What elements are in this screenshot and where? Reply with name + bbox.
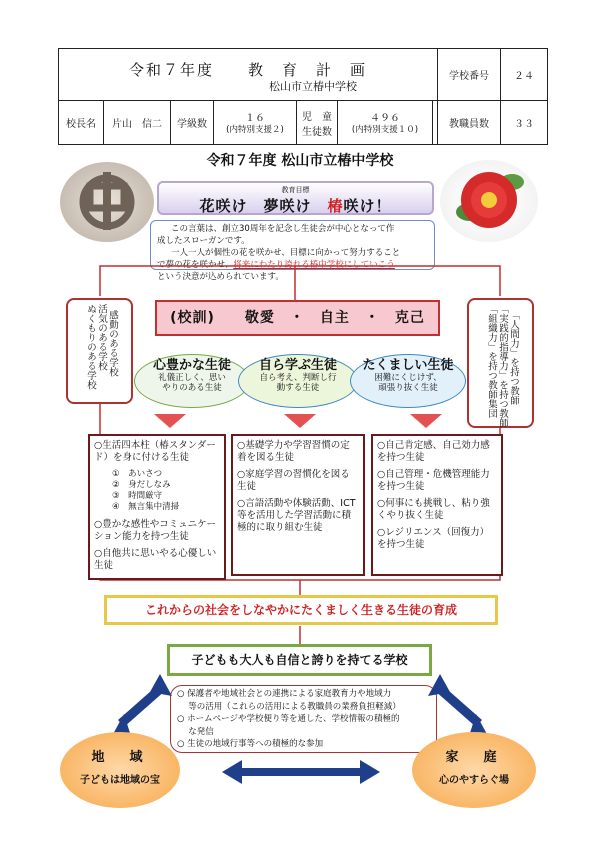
student-type-desc: 困難にくじけず、 bbox=[374, 373, 442, 383]
col1-sub: ③ 時間厳守 bbox=[112, 491, 163, 501]
slogan-line4b: 将来にわたり誇れる椿中学校にしていこう bbox=[233, 260, 395, 270]
goal-part1: 花咲け 夢咲け bbox=[199, 197, 328, 215]
student-type-desc: 礼儀正しく、思い bbox=[158, 373, 226, 383]
community-line2: 等の活用（これらの活用による教職員の業務負担軽減） bbox=[177, 701, 401, 712]
katei-title: 家 庭 bbox=[445, 750, 503, 765]
slogan-line5: という決意が込められています。 bbox=[157, 272, 284, 282]
col3-item4: ○レジリエンス（回復力）を持つ生徒 bbox=[377, 527, 490, 550]
col2-item1: ○基礎学力や学習習慣の定着を図る生徒 bbox=[237, 440, 350, 463]
school-name: 松山市立椿中学校 bbox=[269, 80, 357, 93]
right-side-text: 「人間力」を持つ教師 「実践的指導力」を持つ教師 「組織力」を持つ教師集団 bbox=[486, 304, 519, 428]
students-value: ４９６ bbox=[369, 113, 400, 124]
col1-item3: ○自他共に思いやる心優しい生徒 bbox=[94, 548, 217, 571]
principal-label: 校長名 bbox=[59, 101, 104, 145]
left-side-text: 感動のある学校 活気のある学校 ぬくもりのある学校 bbox=[85, 304, 118, 390]
growth-goal-band: これからの社会をしなやかにたくましく生きる生徒の育成 bbox=[104, 595, 498, 625]
staff-value: ３３ bbox=[501, 101, 548, 145]
slogan-line2: 成したスローガンです。 bbox=[157, 236, 250, 246]
school-vision-band: 子どもも大人も自信と誇りを持てる学校 bbox=[167, 644, 432, 676]
katei-sub: 心のやすらぐ場 bbox=[439, 775, 509, 786]
goal-part3: 咲け！ bbox=[343, 197, 392, 215]
principal-name: 片山 信二 bbox=[104, 101, 171, 145]
students-label-1: 児 童 bbox=[302, 111, 332, 123]
arrow-upright-icon bbox=[428, 674, 488, 736]
classes-label: 学級数 bbox=[171, 101, 214, 145]
community-line3: ○ ホームページや学校便り等を通した、学校情報の積極的 bbox=[177, 714, 400, 724]
student-type-title: 心豊かな生徒 bbox=[152, 358, 231, 373]
community-line1: ○ 保護者や地域社会との連携による家庭教育力や地域力 bbox=[177, 689, 392, 699]
staff-label: 教職員数 bbox=[438, 101, 501, 145]
community-line4: な発信 bbox=[177, 726, 214, 737]
col1-item2: ○豊かな感性やコミュニケーション能力を持つ生徒 bbox=[94, 519, 217, 542]
slogan-line1: この言葉は、創立30周年を記念し生徒会が中心となって作 bbox=[171, 224, 395, 234]
col1-item1: ○生活四本柱（椿スタンダード）を身に付ける生徒 bbox=[94, 440, 216, 463]
student-type-desc: 自ら考え、判断し行 bbox=[259, 373, 337, 383]
col1-sub: ② 身だしなみ bbox=[112, 480, 171, 490]
chiiki-title: 地 域 bbox=[91, 750, 149, 765]
col1-sub: ① あいさつ bbox=[112, 469, 163, 479]
student-type-desc: やりのある生徒 bbox=[162, 383, 222, 393]
student-type-desc: 動する生徒 bbox=[276, 383, 320, 393]
main-title: 令和７年度 松山市立椿中学校 bbox=[206, 153, 394, 169]
classes-value: １６ bbox=[245, 113, 265, 124]
school-no: ２４ bbox=[501, 49, 548, 101]
chiiki-circle bbox=[60, 732, 180, 808]
student-type-title: 自ら学ぶ生徒 bbox=[258, 358, 337, 373]
goal-label: 教育目標 bbox=[281, 186, 310, 194]
community-line5: ○ 生徒の地域行事等への積極的な参加 bbox=[177, 739, 324, 749]
arrow-upleft-icon bbox=[112, 674, 172, 736]
col3-item2: ○自己管理・危機管理能力を持つ生徒 bbox=[377, 469, 490, 492]
col3-item3: ○何事にも挑戦し、粘り強くやり抜く生徒 bbox=[377, 498, 490, 521]
student-type-title: たくましい生徒 bbox=[362, 358, 454, 373]
students-note: (内特別支援１０) bbox=[351, 125, 419, 135]
arrow-horizontal-icon bbox=[222, 760, 380, 784]
chiiki-sub: 子どもは地域の宝 bbox=[80, 775, 160, 786]
plan-title: 令和７年度 教 育 計 画 bbox=[128, 61, 367, 79]
katei-circle bbox=[412, 732, 536, 808]
school-motto: (校訓) 敬愛 ・ 自主 ・ 克己 bbox=[155, 300, 440, 336]
col2-item3: ○言語活動や体験活動、ICT等を活用した学習活動に積極的に取り組む生徒 bbox=[237, 498, 356, 533]
slogan-line4a: で夢の花を咲かせ、 bbox=[157, 260, 234, 270]
col1-sub: ④ 無言集中清掃 bbox=[112, 502, 180, 512]
slogan-line3: 一人一人が個性の花を咲かせ、目標に向かって努力すること bbox=[171, 248, 401, 258]
school-no-label: 学校番号 bbox=[438, 49, 501, 101]
students-label-2: 生徒数 bbox=[302, 126, 332, 138]
goal-part2: 椿 bbox=[327, 197, 344, 215]
student-type-desc: 頑張り抜く生徒 bbox=[378, 383, 438, 393]
col3-item1: ○自己肯定感、自己効力感を持つ生徒 bbox=[377, 440, 490, 463]
classes-note: (内特別支援２) bbox=[226, 125, 284, 135]
col2-item2: ○家庭学習の習慣化を図る生徒 bbox=[237, 469, 350, 492]
